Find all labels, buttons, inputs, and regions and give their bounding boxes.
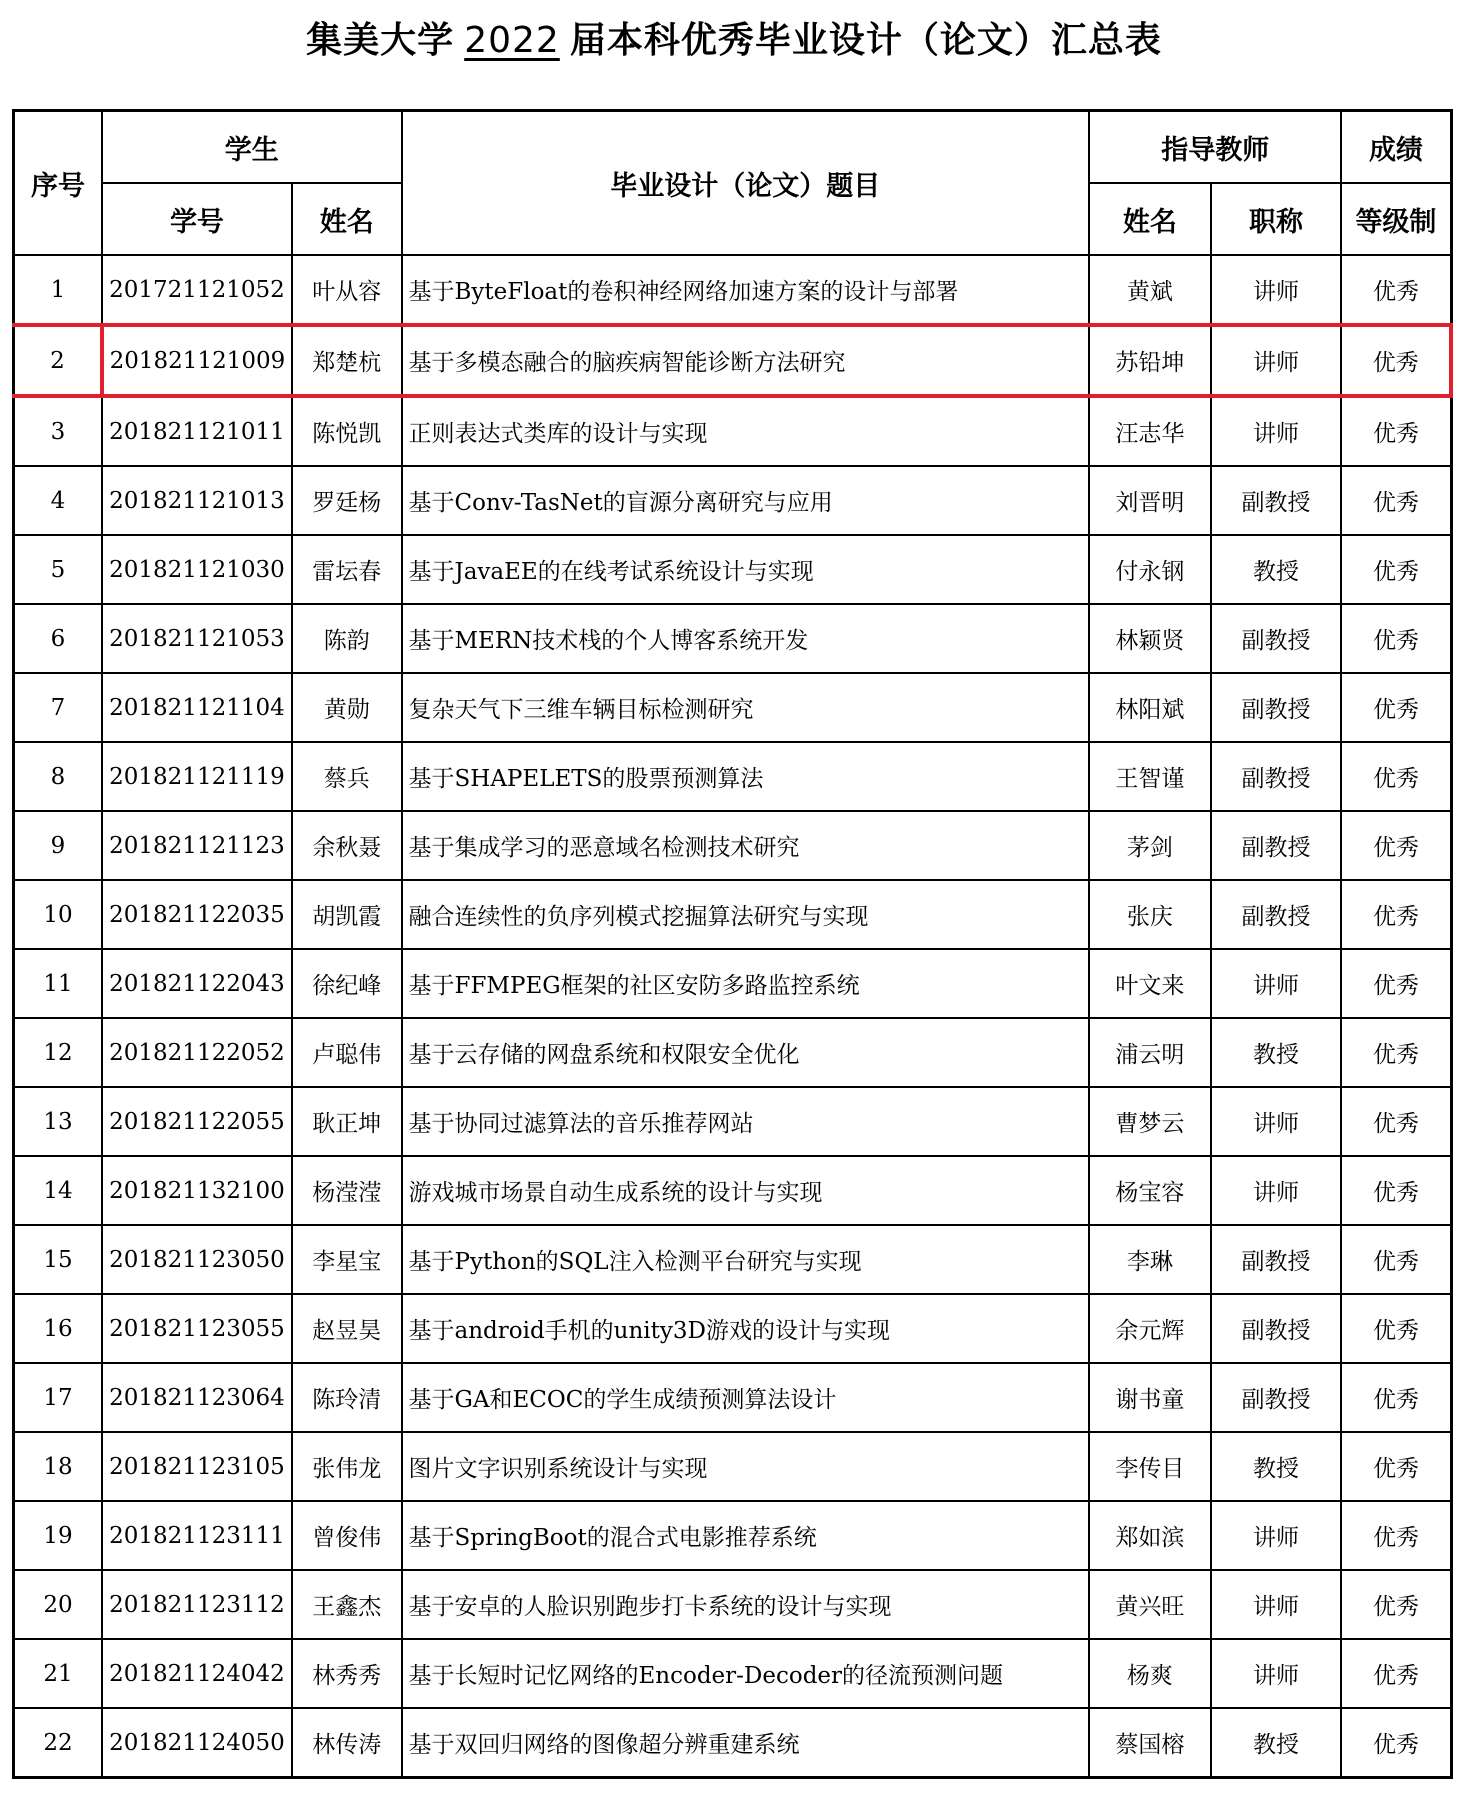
table-row: [14, 742, 1452, 811]
cell-index: 5: [14, 535, 102, 604]
cell-advisor-title: 教授: [1211, 1708, 1342, 1778]
cell-topic: 融合连续性的负序列模式挖掘算法研究与实现: [402, 880, 1090, 949]
cell-student-id: 201821122043: [102, 949, 292, 1018]
cell-topic: 基于安卓的人脸识别跑步打卡系统的设计与实现: [402, 1570, 1090, 1639]
cell-advisor-name: 王智谨: [1089, 742, 1211, 811]
cell-advisor-name: 汪志华: [1089, 396, 1211, 466]
cell-student-name: 徐纪峰: [292, 949, 402, 1018]
cell-student-id: 201821121013: [102, 466, 292, 535]
cell-advisor-title: 教授: [1211, 535, 1342, 604]
header-student-name: 姓名: [292, 183, 402, 255]
cell-student-name: 郑楚杭: [292, 325, 402, 396]
cell-grade: 优秀: [1341, 466, 1451, 535]
cell-grade: 优秀: [1341, 604, 1451, 673]
cell-advisor-title: 副教授: [1211, 742, 1342, 811]
cell-topic: 基于FFMPEG框架的社区安防多路监控系统: [402, 949, 1090, 1018]
cell-index: 8: [14, 742, 102, 811]
cell-index: 14: [14, 1156, 102, 1225]
cell-grade: 优秀: [1341, 742, 1451, 811]
cell-advisor-name: 杨爽: [1089, 1639, 1211, 1708]
cell-student-id: 201821121104: [102, 673, 292, 742]
cell-advisor-name: 刘晋明: [1089, 466, 1211, 535]
cell-student-id: 201821123111: [102, 1501, 292, 1570]
cell-student-name: 耿正坤: [292, 1087, 402, 1156]
cell-student-id: 201821123055: [102, 1294, 292, 1363]
cell-student-name: 罗廷杨: [292, 466, 402, 535]
header-student-group: 学生: [102, 111, 402, 184]
table-row: [14, 880, 1452, 949]
cell-advisor-name: 黄斌: [1089, 255, 1211, 325]
cell-advisor-name: 郑如滨: [1089, 1501, 1211, 1570]
cell-index: 17: [14, 1363, 102, 1432]
cell-index: 20: [14, 1570, 102, 1639]
cell-advisor-name: 浦云明: [1089, 1018, 1211, 1087]
cell-index: 12: [14, 1018, 102, 1087]
cell-student-id: 201821121123: [102, 811, 292, 880]
cell-student-name: 陈悦凯: [292, 396, 402, 466]
cell-index: 13: [14, 1087, 102, 1156]
cell-advisor-title: 副教授: [1211, 466, 1342, 535]
cell-student-id: 201821121119: [102, 742, 292, 811]
header-student-id: 学号: [102, 183, 292, 255]
table-row: [14, 1501, 1452, 1570]
cell-topic: 基于双回归网络的图像超分辨重建系统: [402, 1708, 1090, 1778]
cell-topic: 基于GA和ECOC的学生成绩预测算法设计: [402, 1363, 1090, 1432]
cell-index: 6: [14, 604, 102, 673]
cell-grade: 优秀: [1341, 1708, 1451, 1778]
cell-advisor-title: 讲师: [1211, 325, 1342, 396]
cell-index: 7: [14, 673, 102, 742]
cell-student-name: 曾俊伟: [292, 1501, 402, 1570]
table-row: [14, 466, 1452, 535]
cell-grade: 优秀: [1341, 673, 1451, 742]
cell-student-name: 王鑫杰: [292, 1570, 402, 1639]
cell-advisor-title: 教授: [1211, 1432, 1342, 1501]
cell-topic: 基于ByteFloat的卷积神经网络加速方案的设计与部署: [402, 255, 1090, 325]
cell-student-id: 201821124042: [102, 1639, 292, 1708]
cell-advisor-name: 蔡国榕: [1089, 1708, 1211, 1778]
cell-index: 3: [14, 396, 102, 466]
cell-topic: 图片文字识别系统设计与实现: [402, 1432, 1090, 1501]
cell-student-id: 201821121011: [102, 396, 292, 466]
cell-advisor-title: 讲师: [1211, 396, 1342, 466]
header-grade-level: 等级制: [1341, 183, 1451, 255]
cell-grade: 优秀: [1341, 1087, 1451, 1156]
cell-topic: 基于Python的SQL注入检测平台研究与实现: [402, 1225, 1090, 1294]
cell-index: 9: [14, 811, 102, 880]
cell-student-name: 余秋聂: [292, 811, 402, 880]
cell-student-name: 雷坛春: [292, 535, 402, 604]
cell-student-id: 201821122055: [102, 1087, 292, 1156]
cell-topic: 复杂天气下三维车辆目标检测研究: [402, 673, 1090, 742]
cell-advisor-title: 副教授: [1211, 604, 1342, 673]
cell-topic: 基于长短时记忆网络的Encoder-Decoder的径流预测问题: [402, 1639, 1090, 1708]
cell-index: 18: [14, 1432, 102, 1501]
table-row: [14, 255, 1452, 325]
cell-student-name: 卢聪伟: [292, 1018, 402, 1087]
cell-student-name: 林秀秀: [292, 1639, 402, 1708]
cell-student-id: 201821132100: [102, 1156, 292, 1225]
cell-advisor-title: 副教授: [1211, 1225, 1342, 1294]
table-row: [14, 1708, 1452, 1778]
cell-index: 15: [14, 1225, 102, 1294]
cell-advisor-name: 李琳: [1089, 1225, 1211, 1294]
cell-student-name: 李星宝: [292, 1225, 402, 1294]
cell-advisor-title: 讲师: [1211, 1570, 1342, 1639]
cell-advisor-name: 杨宝容: [1089, 1156, 1211, 1225]
cell-advisor-name: 余元辉: [1089, 1294, 1211, 1363]
table-row: [14, 949, 1452, 1018]
cell-student-name: 胡凯霞: [292, 880, 402, 949]
cell-topic: 基于多模态融合的脑疾病智能诊断方法研究: [402, 325, 1090, 396]
cell-advisor-name: 张庆: [1089, 880, 1211, 949]
cell-advisor-title: 讲师: [1211, 255, 1342, 325]
cell-student-name: 张伟龙: [292, 1432, 402, 1501]
cell-topic: 基于SHAPELETS的股票预测算法: [402, 742, 1090, 811]
cell-grade: 优秀: [1341, 880, 1451, 949]
cell-advisor-name: 林阳斌: [1089, 673, 1211, 742]
cell-advisor-name: 谢书童: [1089, 1363, 1211, 1432]
cell-student-id: 201821123050: [102, 1225, 292, 1294]
cell-topic: 基于SpringBoot的混合式电影推荐系统: [402, 1501, 1090, 1570]
cell-advisor-title: 副教授: [1211, 1363, 1342, 1432]
cell-grade: 优秀: [1341, 325, 1451, 396]
header-topic: 毕业设计（论文）题目: [402, 111, 1090, 256]
table-row: [14, 1225, 1452, 1294]
cell-topic: 基于JavaEE的在线考试系统设计与实现: [402, 535, 1090, 604]
cell-grade: 优秀: [1341, 1225, 1451, 1294]
cell-grade: 优秀: [1341, 1018, 1451, 1087]
table-body: [14, 255, 1452, 1778]
header-grade-group: 成绩: [1341, 111, 1451, 184]
cell-index: 4: [14, 466, 102, 535]
cell-grade: 优秀: [1341, 535, 1451, 604]
table-row: [14, 1639, 1452, 1708]
cell-grade: 优秀: [1341, 1570, 1451, 1639]
cell-advisor-name: 茅剑: [1089, 811, 1211, 880]
cell-index: 22: [14, 1708, 102, 1778]
cell-student-name: 林传涛: [292, 1708, 402, 1778]
cell-student-id: 201821122052: [102, 1018, 292, 1087]
cell-advisor-name: 苏铅坤: [1089, 325, 1211, 396]
cell-advisor-title: 副教授: [1211, 811, 1342, 880]
cell-index: 19: [14, 1501, 102, 1570]
cell-topic: 基于协同过滤算法的音乐推荐网站: [402, 1087, 1090, 1156]
cell-grade: 优秀: [1341, 1432, 1451, 1501]
cell-index: 16: [14, 1294, 102, 1363]
cell-advisor-name: 黄兴旺: [1089, 1570, 1211, 1639]
cell-student-id: 201821124050: [102, 1708, 292, 1778]
cell-advisor-title: 副教授: [1211, 880, 1342, 949]
cell-student-id: 201821121053: [102, 604, 292, 673]
page-title: [0, 12, 1468, 63]
table-row: [14, 1432, 1452, 1501]
cell-grade: 优秀: [1341, 949, 1451, 1018]
cell-student-id: 201821121009: [102, 325, 292, 396]
table-row: [14, 1570, 1452, 1639]
header-advisor-group: 指导教师: [1089, 111, 1341, 184]
table-row: [14, 1087, 1452, 1156]
cell-index: 10: [14, 880, 102, 949]
cell-student-id: 201821123064: [102, 1363, 292, 1432]
cell-topic: 基于android手机的unity3D游戏的设计与实现: [402, 1294, 1090, 1363]
cell-advisor-title: 讲师: [1211, 1156, 1342, 1225]
table-row: [14, 396, 1452, 466]
cell-student-name: 叶从容: [292, 255, 402, 325]
cell-topic: 基于MERN技术栈的个人博客系统开发: [402, 604, 1090, 673]
cell-index: 1: [14, 255, 102, 325]
cell-topic: 正则表达式类库的设计与实现: [402, 396, 1090, 466]
cell-grade: 优秀: [1341, 1156, 1451, 1225]
table-row: [14, 811, 1452, 880]
cell-advisor-title: 副教授: [1211, 673, 1342, 742]
cell-advisor-name: 曹梦云: [1089, 1087, 1211, 1156]
cell-grade: 优秀: [1341, 1363, 1451, 1432]
cell-advisor-title: 讲师: [1211, 1639, 1342, 1708]
cell-grade: 优秀: [1341, 1294, 1451, 1363]
cell-advisor-name: 林颖贤: [1089, 604, 1211, 673]
cell-advisor-name: 叶文来: [1089, 949, 1211, 1018]
cell-advisor-title: 副教授: [1211, 1294, 1342, 1363]
thesis-summary-table: [12, 109, 1453, 1779]
header-advisor-name: 姓名: [1089, 183, 1211, 255]
table-header: [14, 111, 1452, 256]
table-row: [14, 1363, 1452, 1432]
table-row: [14, 535, 1452, 604]
cell-student-name: 蔡兵: [292, 742, 402, 811]
cell-advisor-name: 付永钢: [1089, 535, 1211, 604]
cell-index: 2: [14, 325, 102, 396]
cell-topic: 基于云存储的网盘系统和权限安全优化: [402, 1018, 1090, 1087]
cell-student-name: 赵昱昊: [292, 1294, 402, 1363]
cell-grade: 优秀: [1341, 396, 1451, 466]
title-suffix: 届本科优秀毕业设计（论文）汇总表: [569, 20, 1162, 61]
table-row: [14, 1018, 1452, 1087]
table-row: [14, 1294, 1452, 1363]
cell-advisor-title: 讲师: [1211, 1501, 1342, 1570]
table-row: [14, 673, 1452, 742]
cell-index: 21: [14, 1639, 102, 1708]
cell-student-name: 陈韵: [292, 604, 402, 673]
header-index: 序号: [14, 111, 102, 256]
cell-grade: 优秀: [1341, 1501, 1451, 1570]
cell-advisor-title: 讲师: [1211, 949, 1342, 1018]
cell-topic: 游戏城市场景自动生成系统的设计与实现: [402, 1156, 1090, 1225]
cell-advisor-name: 李传目: [1089, 1432, 1211, 1501]
cell-student-id: 201821121030: [102, 535, 292, 604]
cell-grade: 优秀: [1341, 255, 1451, 325]
cell-grade: 优秀: [1341, 1639, 1451, 1708]
cell-topic: 基于集成学习的恶意域名检测技术研究: [402, 811, 1090, 880]
cell-student-name: 杨滢滢: [292, 1156, 402, 1225]
cell-index: 11: [14, 949, 102, 1018]
cell-grade: 优秀: [1341, 811, 1451, 880]
cell-student-id: 201821123105: [102, 1432, 292, 1501]
header-advisor-title: 职称: [1211, 183, 1342, 255]
cell-student-name: 陈玲清: [292, 1363, 402, 1432]
cell-student-id: 201721121052: [102, 255, 292, 325]
table-row: [14, 604, 1452, 673]
cell-advisor-title: 教授: [1211, 1018, 1342, 1087]
table-row: [14, 1156, 1452, 1225]
cell-student-name: 黄勋: [292, 673, 402, 742]
cell-student-id: 201821123112: [102, 1570, 292, 1639]
cell-student-id: 201821122035: [102, 880, 292, 949]
title-year: 2022: [464, 20, 560, 61]
cell-advisor-title: 讲师: [1211, 1087, 1342, 1156]
cell-topic: 基于Conv-TasNet的盲源分离研究与应用: [402, 466, 1090, 535]
title-prefix: 集美大学: [306, 20, 455, 61]
table-row: [14, 325, 1452, 396]
